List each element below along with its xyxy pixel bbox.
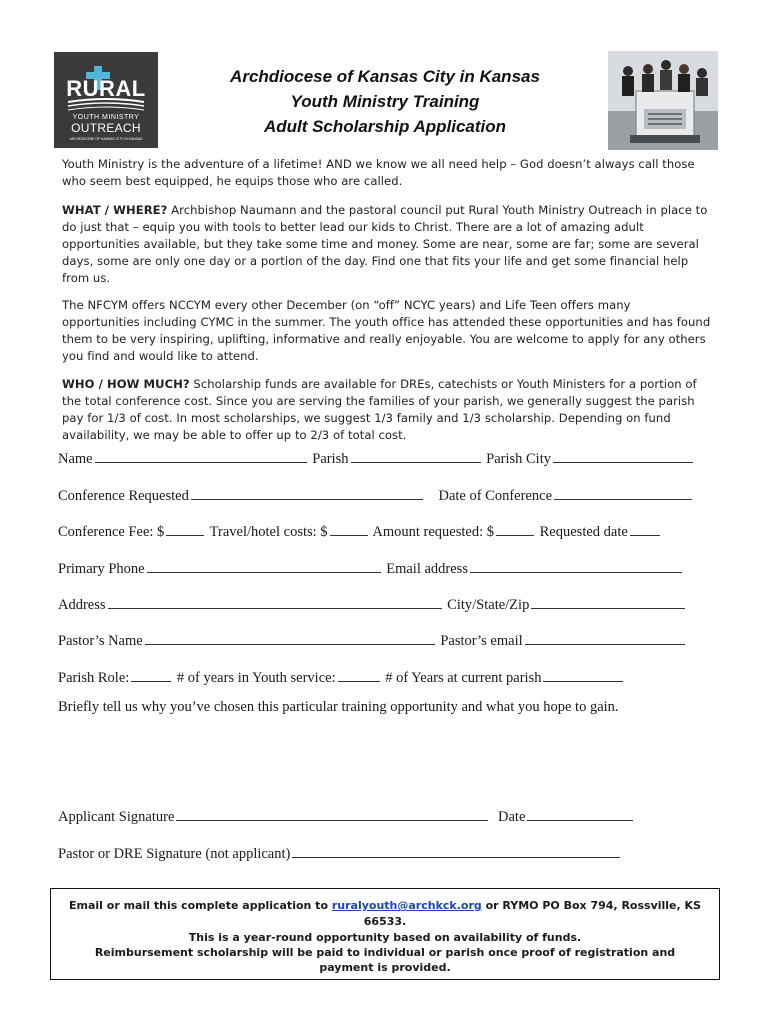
- travel-costs-field[interactable]: [330, 522, 368, 536]
- row-costs: [58, 522, 718, 541]
- scholarship-notes: [71, 930, 699, 975]
- photo-graphic: [608, 51, 718, 150]
- primary-phone-field[interactable]: [147, 559, 381, 573]
- nfcym-paragraph: The NFCYM offers NCCYM every other December (on “off” NCYC years) and Life Teen offers many opportunities including CYMC in the summer. The youth office has attended these opportunities and has found them to be very inspiring, uplifting, informative and really enjoyable. You are welcome to apply for any others you find and would like to attend.: [62, 298, 711, 363]
- row-pastor-signature: [58, 844, 718, 863]
- logo-text-youth-ministry: YOUTH MINISTRY: [72, 114, 140, 121]
- row-name-parish: [58, 449, 718, 468]
- conference-requested-label: Conference Requested: [58, 488, 189, 504]
- address-label: Address: [58, 597, 106, 613]
- row-contact: [58, 559, 718, 578]
- pastor-signature-label: Pastor or DRE Signature (not applicant): [58, 846, 291, 862]
- title-line-archdiocese: Archdiocese of Kansas City in Kansas: [230, 67, 540, 86]
- travel-costs-label: Travel/hotel costs: $: [209, 524, 328, 540]
- row-applicant-signature: [58, 807, 718, 826]
- parish-role-field[interactable]: [131, 668, 171, 682]
- requested-date-label: Requested date: [539, 524, 628, 540]
- mail-suffix: or RYMO PO Box 794, Rossville, KS 66533.: [363, 899, 701, 928]
- logo-text-rural: RURAL: [66, 76, 146, 101]
- group-photo-truck: [608, 51, 718, 150]
- title-line-training: Youth Ministry Training: [290, 92, 480, 111]
- who-how-much-text: Scholarship funds are available for DREs, catechists or Youth Ministers for a portion of the total conference cost. Since you are serving the families of your parish, we generally suggest the parish pay for 1/3 of cost. In most scholarships, we suggest 1/3 family and 1/3 scholarship. Depending on fund availability, we may be able to offer up to 2/3 of total cost.: [62, 377, 697, 442]
- pastor-signature-field[interactable]: [292, 844, 620, 858]
- pastors-name-label: Pastor’s Name: [58, 633, 143, 649]
- submission-instructions-box: [50, 888, 720, 980]
- amount-requested-label: Amount requested: $: [372, 524, 495, 540]
- logo-text-outreach: OUTREACH: [71, 121, 141, 135]
- date-label: Date: [498, 809, 526, 825]
- row-conference: [58, 486, 718, 505]
- name-label: Name: [58, 451, 93, 467]
- mail-instructions: [51, 898, 719, 930]
- years-youth-service-label: # of years in Youth service:: [176, 670, 336, 686]
- pastors-email-field[interactable]: [525, 631, 685, 645]
- conference-fee-field[interactable]: [166, 522, 204, 536]
- page-title: [170, 64, 600, 139]
- parish-city-label: Parish City: [486, 451, 551, 467]
- pastors-name-field[interactable]: [145, 631, 435, 645]
- parish-field[interactable]: [351, 449, 481, 463]
- parish-city-field[interactable]: [553, 449, 693, 463]
- logo-text-archdiocese: ARCHDIOCESE OF KANSAS CITY IN KANSAS: [69, 137, 143, 141]
- parish-label: Parish: [312, 451, 349, 467]
- years-youth-service-field[interactable]: [338, 668, 380, 682]
- email-link[interactable]: ruralyouth@archkck.org: [331, 899, 482, 912]
- what-where-label: WHAT / WHERE?: [62, 203, 168, 217]
- rural-youth-ministry-logo: [54, 52, 158, 148]
- years-current-parish-label: # of Years at current parish: [385, 670, 542, 686]
- parish-role-label: Parish Role:: [58, 670, 130, 686]
- pastors-email-label: Pastor’s email: [440, 633, 523, 649]
- row-role: [58, 668, 718, 687]
- applicant-signature-label: Applicant Signature: [58, 809, 175, 825]
- name-field[interactable]: [95, 449, 307, 463]
- email-address-label: Email address: [386, 561, 468, 577]
- city-state-zip-label: City/State/Zip: [447, 597, 530, 613]
- briefly-response-area[interactable]: [58, 722, 708, 792]
- date-of-conference-label: Date of Conference: [438, 488, 553, 504]
- who-how-much-label: WHO / HOW MUCH?: [62, 377, 190, 391]
- what-where-text: Archbishop Naumann and the pastoral council put Rural Youth Ministry Outreach in place to do just that – equip you with tools to better lead our kids to Christ. There are a lot of amazing adult opportunities available, but they take some time and money. Some are near, some are far; some are several days, some are only one day or a portion of the day. Find one that fits your life and get some financial help from us.: [62, 203, 708, 285]
- row-address: [58, 595, 718, 614]
- requested-date-field[interactable]: [630, 522, 660, 536]
- year-round-note: This is a year-round opportunity based on availability of funds.: [188, 931, 582, 944]
- date-field[interactable]: [527, 807, 633, 821]
- logo-graphic: [54, 52, 158, 148]
- email-address-field[interactable]: [470, 559, 682, 573]
- what-where-paragraph: [62, 202, 712, 287]
- years-current-parish-field[interactable]: [543, 668, 623, 682]
- conference-fee-label: Conference Fee: $: [58, 524, 165, 540]
- title-line-application: Adult Scholarship Application: [263, 117, 507, 136]
- mail-prefix: Email or mail this complete application to: [69, 899, 332, 912]
- intro-paragraph: Youth Ministry is the adventure of a lifetime! AND we know we all need help – God doesn’t always call those who seem best equipped, he equips those who are called.: [62, 157, 695, 188]
- applicant-signature-field[interactable]: [176, 807, 488, 821]
- who-how-much-paragraph: [62, 376, 712, 444]
- address-field[interactable]: [108, 595, 442, 609]
- amount-requested-field[interactable]: [496, 522, 534, 536]
- reimbursement-note: Reimbursement scholarship will be paid to individual or parish once proof of registration and payment is provided.: [94, 946, 676, 974]
- city-state-zip-field[interactable]: [531, 595, 685, 609]
- briefly-prompt: Briefly tell us why you’ve chosen this particular training opportunity and what you hope to gain.: [58, 699, 619, 715]
- row-pastor: [58, 631, 718, 650]
- primary-phone-label: Primary Phone: [58, 561, 145, 577]
- date-of-conference-field[interactable]: [554, 486, 692, 500]
- conference-requested-field[interactable]: [191, 486, 423, 500]
